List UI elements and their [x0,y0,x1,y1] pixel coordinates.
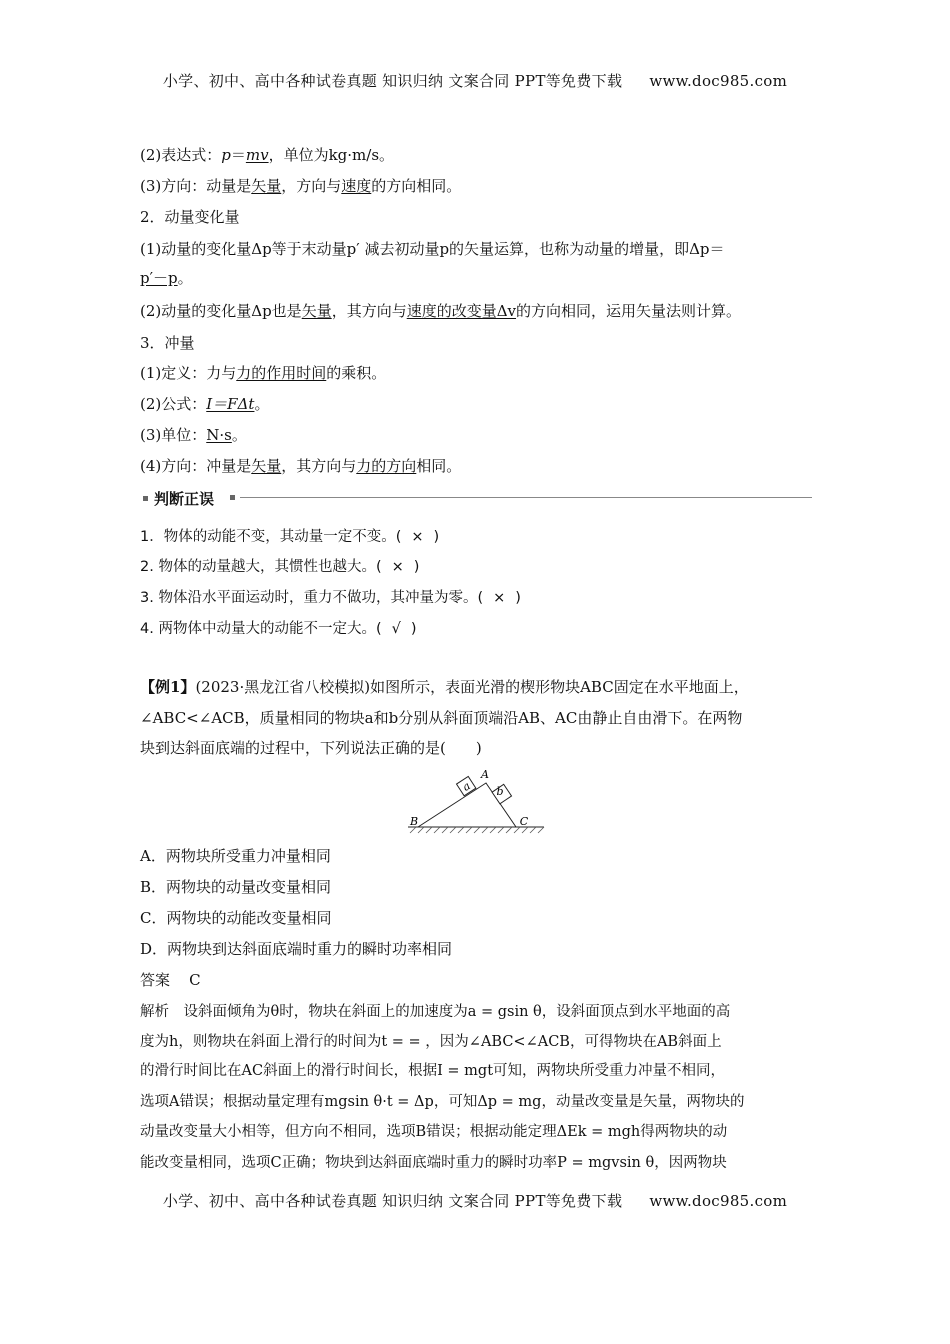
impulse-definition: (1)定义：力与力的作用时间的乘积。 [140,364,387,382]
analysis-line: 动量改变量大小相等，但方向不相同，选项B错误；根据动能定理ΔEk = mgh得两物块的动 [140,1124,728,1140]
analysis-line: 解析 设斜面倾角为θ时，物块在斜面上的加速度为a = gsin θ，设斜面顶点到水平地面的高 [140,1004,731,1020]
answer-value: C [189,971,201,989]
analysis-line: 能改变量相同，选项C正确；物块到达斜面底端时重力的瞬时功率P = mgvsin θ，因两物块 [140,1155,727,1171]
example-line-2: ∠ABC<∠ACB，质量相同的物块a和b分别从斜面顶端沿AB、AC由静止自由滑下。在两物 [140,709,743,727]
footer-site[interactable]: www.doc985.com [649,1192,788,1210]
analysis-line: 选项A错误；根据动量定理有mgsin θ·t = Δp，可知Δp = mg，动量改变量是矢量，两物块的 [140,1094,745,1110]
block-a [457,776,476,795]
judge-item: 4. 两物体中动量大的动能不一定大。( √ ) [140,621,417,637]
vertex-a-label: A [481,768,489,781]
square-bullet-icon [230,495,235,500]
example-line-3: 块到达斜面底端的过程中，下列说法正确的是( ) [140,739,482,757]
impulse-formula: (2)公式：I＝FΔt。 [140,395,270,413]
page-footer [0,1190,950,1211]
example-line-1: 【例1】(2023·黑龙江省八校模拟)如图所示，表面光滑的楔形物块ABC固定在水平地面上， [140,678,749,696]
analysis-line: 的滑行时间比在AC斜面上的滑行时间长，根据I = mgt可知，两物块所受重力冲量不相同， [140,1063,726,1079]
impulse-unit: (3)单位：N·s。 [140,426,247,444]
judge-item: 2. 物体的动量越大，其惯性也越大。( × ) [140,559,420,575]
option-a: A．两物块所受重力冲量相同 [140,847,331,865]
footer-text: 小学、初中、高中各种试卷真题 知识归纳 文案合同 PPT等免费下载 [162,1192,623,1210]
change-heading: 2．动量变化量 [140,208,240,226]
answer-label: 答案 [140,971,171,989]
divider [240,497,812,498]
impulse-direction: (4)方向：冲量是矢量，其方向与力的方向相同。 [140,457,462,475]
answer-line [140,969,201,991]
judge-item: 1．物体的动能不变，其动量一定不变。( × ) [140,529,440,545]
wedge-diagram [404,763,548,835]
analysis-line: 度为h，则物块在斜面上滑行的时间为t = = ，因为∠ABC<∠ACB，可得物块在AB斜面上 [140,1034,722,1050]
judge-section-header [140,488,812,508]
impulse-heading: 3．冲量 [140,334,195,352]
block-a-label: a [460,779,473,794]
change-line-1b: p′－p。 [140,269,193,287]
vertex-b-label: B [409,815,419,828]
block-b-label: b [496,785,504,798]
header-text: 小学、初中、高中各种试卷真题 知识归纳 文案合同 PPT等免费下载 [162,72,623,90]
momentum-direction: (3)方向：动量是矢量，方向与速度的方向相同。 [140,177,462,195]
vertex-c-label: C [519,815,529,828]
page-header [0,70,950,91]
header-site[interactable]: www.doc985.com [649,72,788,90]
square-bullet-icon [143,496,148,501]
momentum-expression: (2)表达式：p＝mv，单位为kg·m/s。 [140,146,395,164]
option-d: D．两物块到达斜面底端时重力的瞬时功率相同 [140,940,453,958]
example-tag: 【例1】 [140,678,196,696]
judge-title: 判断正误 [154,490,215,508]
option-b: B．两物块的动量改变量相同 [140,878,332,896]
option-c: C．两物块的动能改变量相同 [140,909,332,927]
change-line-1: (1)动量的变化量Δp等于末动量p′ 减去初动量p的矢量运算，也称为动量的增量，即Δp＝ [140,240,725,258]
judge-item: 3. 物体沿水平面运动时，重力不做功，其冲量为零。( × ) [140,590,521,606]
change-line-2: (2)动量的变化量Δp也是矢量，其方向与速度的改变量Δv的方向相同，运用矢量法则计算。 [140,302,742,320]
